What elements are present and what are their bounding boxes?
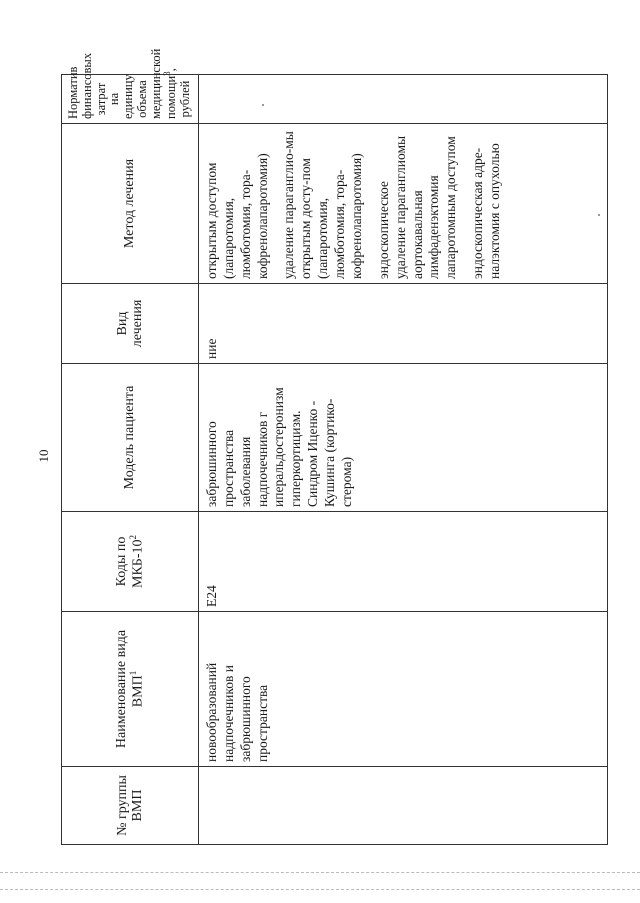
cell-patient-model: забрюшинного пространства заболевания надпочечников г иперальдостеронизм гиперкортицизм. Синдром Иценко - Кушинга (кортико-стерома) — [198, 364, 607, 512]
scan-speck — [262, 104, 264, 106]
header-icd-code: Коды по МКБ-$10^2$ — [62, 512, 199, 612]
cell-vmp-name: новообразований надпочечников и забрюшинного пространства — [198, 612, 607, 767]
header-treatment-type: Вид лечения — [62, 284, 199, 364]
method-item: открытым доступом (лапаротомия, люмботомия, тора-кофренолапаротомия) — [203, 153, 270, 279]
scan-artifact-line — [0, 872, 640, 873]
header-patient-model: Модель пациента — [62, 364, 199, 512]
method-item: эндоскопическое удаление параганглиомы аортокавальная лимфаденэктомия лапаротомным доступом — [375, 135, 459, 279]
cell-treatment-type: ние — [198, 284, 607, 364]
cell-group-no — [198, 767, 607, 845]
method-item: эндоскопическая адре-налэктомия с опухолью — [470, 143, 503, 279]
scan-speck — [598, 214, 600, 216]
rotated-table-container — [61, 48, 579, 845]
cell-cost-norm — [198, 75, 607, 124]
method-item: удаление параганглио-мы открытым досту-пом (лапаротомия, люмботомия, тора-кофренолапаротомия) — [281, 131, 364, 279]
vmp-table — [61, 48, 608, 845]
cell-icd-code: E24 — [198, 512, 607, 612]
cell-treatment-methods — [198, 124, 607, 284]
table-row — [198, 75, 607, 845]
header-group-no: № группы ВМП — [62, 767, 199, 845]
header-cost-norm: Норматив финансовых затрат на единицу объема медицинской помощи$^3$, рублей — [62, 75, 199, 124]
table-header-row — [62, 75, 199, 845]
header-vmp-name: Наименование вида ВМП$^1$ — [62, 612, 199, 767]
header-treatment-method: Метод лечения — [62, 124, 199, 284]
page-number: 10 — [36, 449, 51, 463]
scan-artifact-line — [0, 889, 640, 890]
